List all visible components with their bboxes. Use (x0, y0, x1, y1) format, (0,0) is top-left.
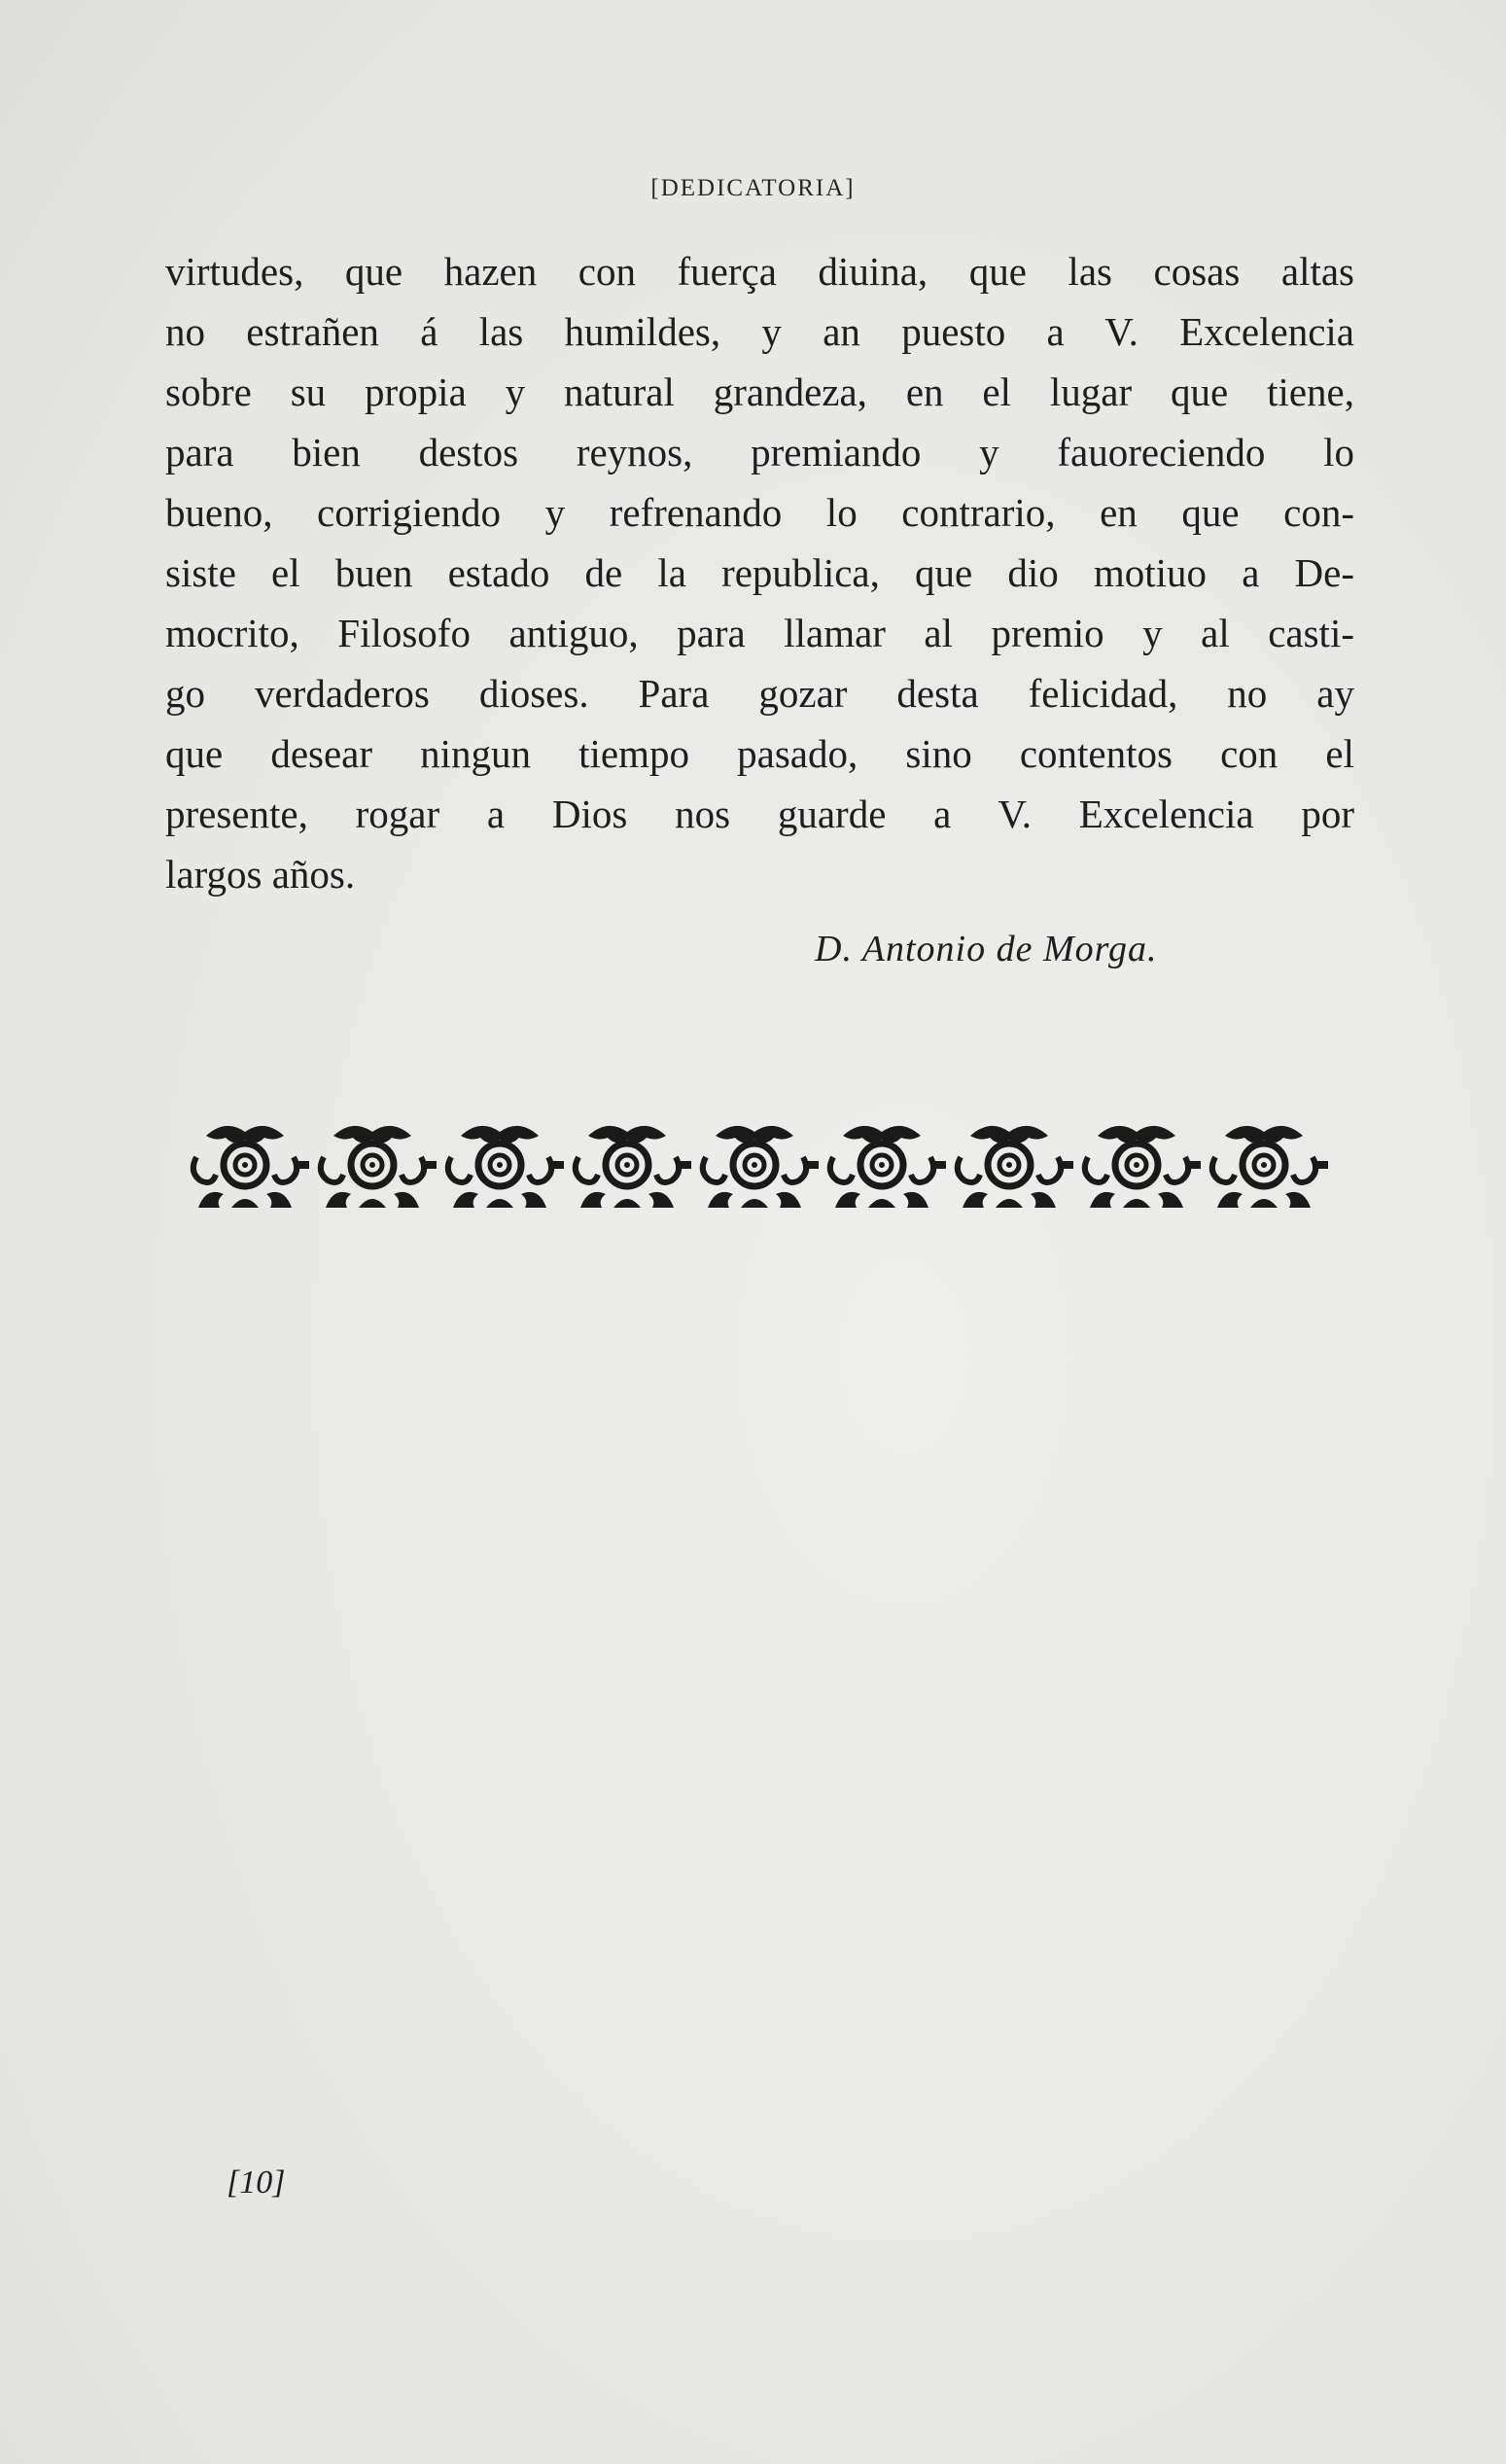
text-line: largos años. (165, 852, 356, 897)
text-line: presente, rogar a Dios nos guarde a V. Excelencia por (165, 792, 1354, 836)
page-number: [10] (227, 2165, 286, 2200)
text-line: para bien destos reynos, premiando y fauoreciendo lo (165, 430, 1354, 475)
text-line: siste el buen estado de la republica, que dio motiuo a De- (165, 550, 1354, 595)
text-line: virtudes, que hazen con fuerça diuina, que las cosas altas (165, 249, 1354, 294)
running-header: [DEDICATORIA] (650, 175, 856, 201)
text-line: que desear ningun tiempo pasado, sino contentos con el (165, 731, 1354, 776)
signature: D. Antonio de Morga. (815, 929, 1158, 969)
text-line: go verdaderos dioses. Para gozar desta felicidad, no ay (165, 671, 1354, 716)
floral-scroll-ornament-icon (187, 1118, 1332, 1210)
text-line: sobre su propia y natural grandeza, en el lugar que tiene, (165, 370, 1354, 414)
text-line: bueno, corrigiendo y refrenando lo contrario, en que con- (165, 490, 1354, 535)
text-line: mocrito, Filosofo antiguo, para llamar al premio y al casti- (165, 611, 1354, 655)
dedication-body (165, 241, 1354, 904)
text-line: no estrañen á las humildes, y an puesto a V. Excelencia (165, 309, 1354, 354)
